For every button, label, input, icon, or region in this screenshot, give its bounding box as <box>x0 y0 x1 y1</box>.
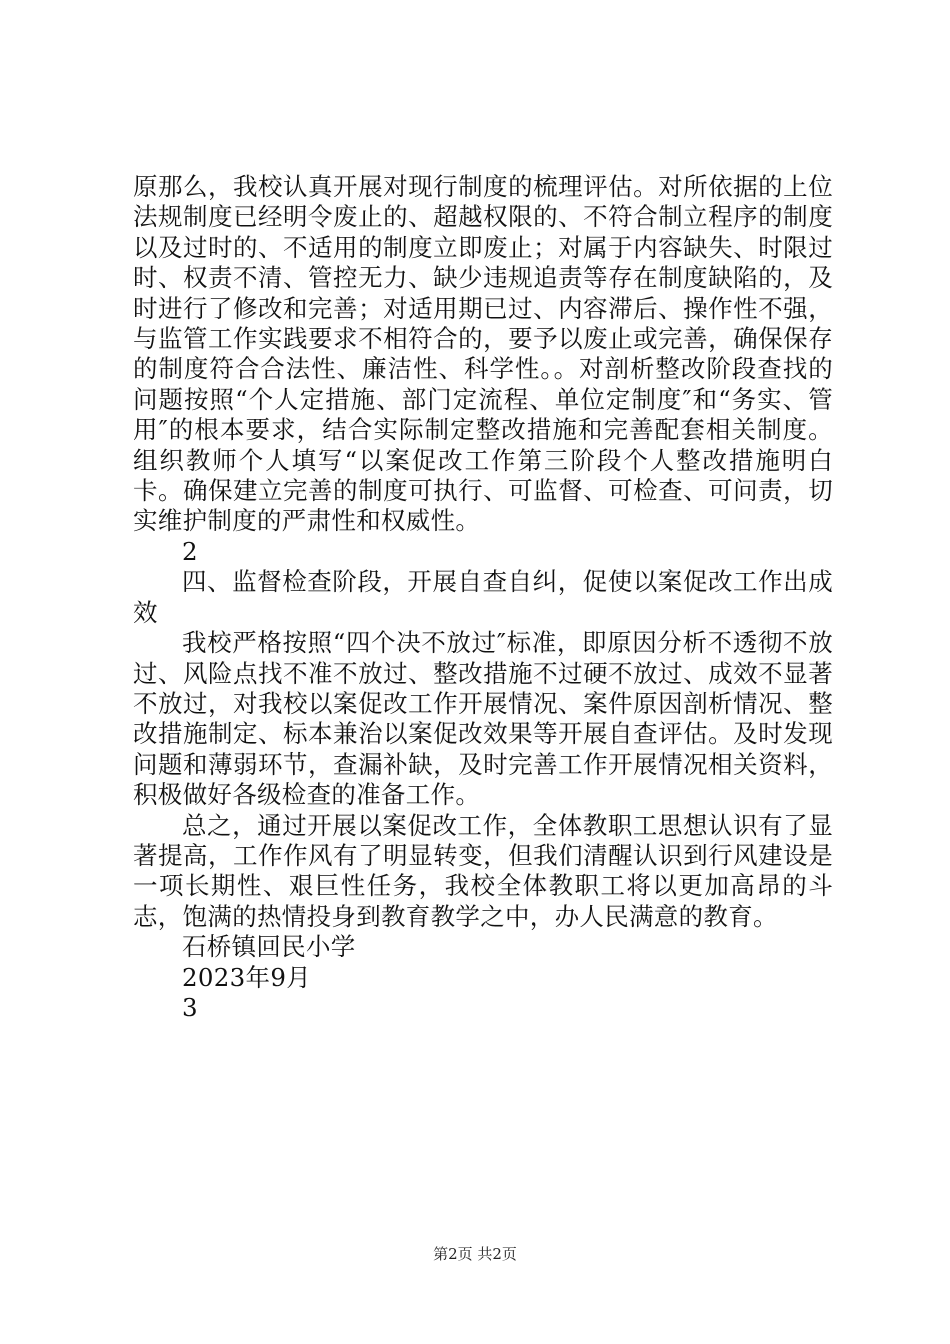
page-number-marker: 2 <box>182 536 198 566</box>
signature-date: 2023年9月 <box>182 962 312 992</box>
signature-school-name: 石桥镇回民小学 <box>182 932 356 962</box>
document-body <box>133 172 833 1023</box>
page-footer: 第2页 共2页 <box>433 1245 517 1263</box>
page-number-marker: 3 <box>182 992 198 1022</box>
section-heading-supervision: 四、监督检查阶段，开展自查自纠，促使以案促改工作出成效 <box>133 567 833 627</box>
paragraph-system-review: 原那么，我校认真开展对现行制度的梳理评估。对所依据的上位法规制度已经明令废止的、超越权限的、不符合制立程序的制度以及过时的、不适用的制度立即废止；对属于内容缺失、时限过时、权责不清、管控无力、缺少违规追责等存在制度缺陷的，及时进行了修改和完善；对适用期已过、内容滞后、操作性不强，与监管工作实践要求不相符合的，要予以废止或完善，确保保存的制度符合合法性、廉洁性、科学性。。对剖析整改阶段查找的问题按照“个人定措施、部门定流程、单位定制度″和“务实、管用″的根本要求，结合实际制定整改措施和完善配套相关制度。组织教师个人填写“以案促改工作第三阶段个人整改措施明白卡。确保建立完善的制度可执行、可监督、可检查、可问责，切实维护制度的严肃性和权威性。 <box>133 172 833 536</box>
paragraph-self-inspection: 我校严格按照“四个决不放过″标准，即原因分析不透彻不放过、风险点找不准不放过、整改措施不过硬不放过、成效不显著不放过，对我校以案促改工作开展情况、案件原因剖析情况、整改措施制定、标本兼治以案促改效果等开展自查评估。及时发现问题和薄弱环节，查漏补缺，及时完善工作开展情况相关资料，积极做好各级检查的准备工作。 <box>133 628 833 810</box>
paragraph-conclusion: 总之，通过开展以案促改工作，全体教职工思想认识有了显著提高，工作作风有了明显转变，但我们清醒认识到行风建设是一项长期性、艰巨性任务，我校全体教职工将以更加高昂的斗志，饱满的热情投身到教育教学之中，办人民满意的教育。 <box>133 810 833 931</box>
